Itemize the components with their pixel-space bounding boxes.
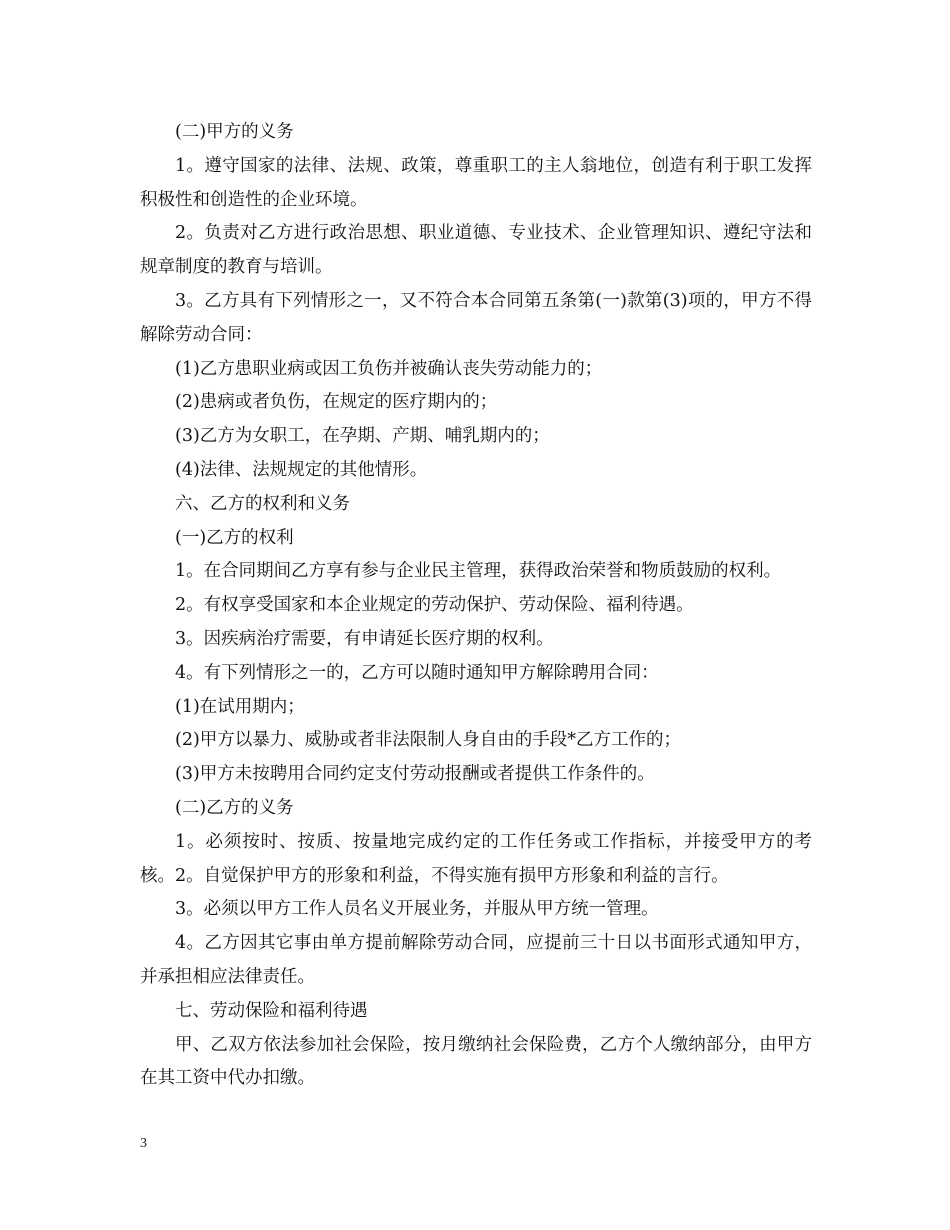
paragraph: 4。有下列情形之一的，乙方可以随时通知甲方解除聘用合同： — [175, 662, 659, 683]
paragraph: 3。乙方具有下列情形之一，又不符合本合同第五条第(一)款第(3)项的，甲方不得解除劳动合同： — [140, 290, 812, 345]
paragraph: 2。有权享受国家和本企业规定的劳动保护、劳动保险、福利待遇。 — [175, 595, 694, 616]
paragraph: (一)乙方的权利 — [175, 527, 294, 548]
paragraph: (2)甲方以暴力、威胁或者非法限制人身自由的手段*乙方工作的； — [175, 730, 682, 751]
paragraph: 4。乙方因其它事由单方提前解除劳动合同，应提前三十日以书面形式通知甲方，并承担相应法律责任。 — [140, 933, 812, 987]
section-heading: 六、乙方的权利和义务 — [175, 493, 350, 514]
paragraph: 1。必须按时、按质、按量地完成约定的工作任务或工作指标，并接受甲方的考核。2。自觉保护甲方的形象和利益，不得实施有损甲方形象和利益的言行。 — [140, 831, 812, 886]
paragraph: (1)在试用期内； — [175, 696, 305, 717]
paragraph: (4)法律、法规规定的其他情形。 — [175, 459, 428, 480]
paragraph: 1。遵守国家的法律、法规、政策，尊重职工的主人翁地位，创造有利于职工发挥积极性和创造性的企业环境。 — [140, 155, 812, 210]
paragraph: 2。负责对乙方进行政治思想、职业道德、专业技术、企业管理知识、遵纪守法和规章制度的教育与培训。 — [140, 223, 812, 278]
paragraph: 3。必须以甲方工作人员名义开展业务，并服从甲方统一管理。 — [175, 899, 659, 920]
document-body — [140, 116, 812, 1096]
paragraph: 3。因疾病治疗需要，有申请延长医疗期的权利。 — [175, 628, 554, 649]
paragraph: (3)甲方未按聘用合同约定支付劳动报酬或者提供工作条件的。 — [175, 764, 655, 785]
section-heading: 七、劳动保险和福利待遇 — [175, 1000, 368, 1021]
paragraph: (3)乙方为女职工，在孕期、产期、哺乳期内的； — [175, 426, 550, 447]
paragraph: 1。在合同期间乙方享有参与企业民主管理，获得政治荣誉和物质鼓励的权利。 — [175, 561, 782, 582]
paragraph: (二)甲方的义务 — [175, 122, 294, 142]
paragraph: (2)患病或者负伤，在规定的医疗期内的； — [175, 392, 498, 413]
paragraph: (1)乙方患职业病或因工负伤并被确认丧失劳动能力的； — [175, 358, 603, 379]
paragraph: 甲、乙双方依法参加社会保险，按月缴纳社会保险费，乙方个人缴纳部分，由甲方在其工资中代办扣缴。 — [140, 1034, 812, 1089]
paragraph: (二)乙方的义务 — [175, 797, 294, 818]
page-number: 3 — [140, 1136, 147, 1151]
